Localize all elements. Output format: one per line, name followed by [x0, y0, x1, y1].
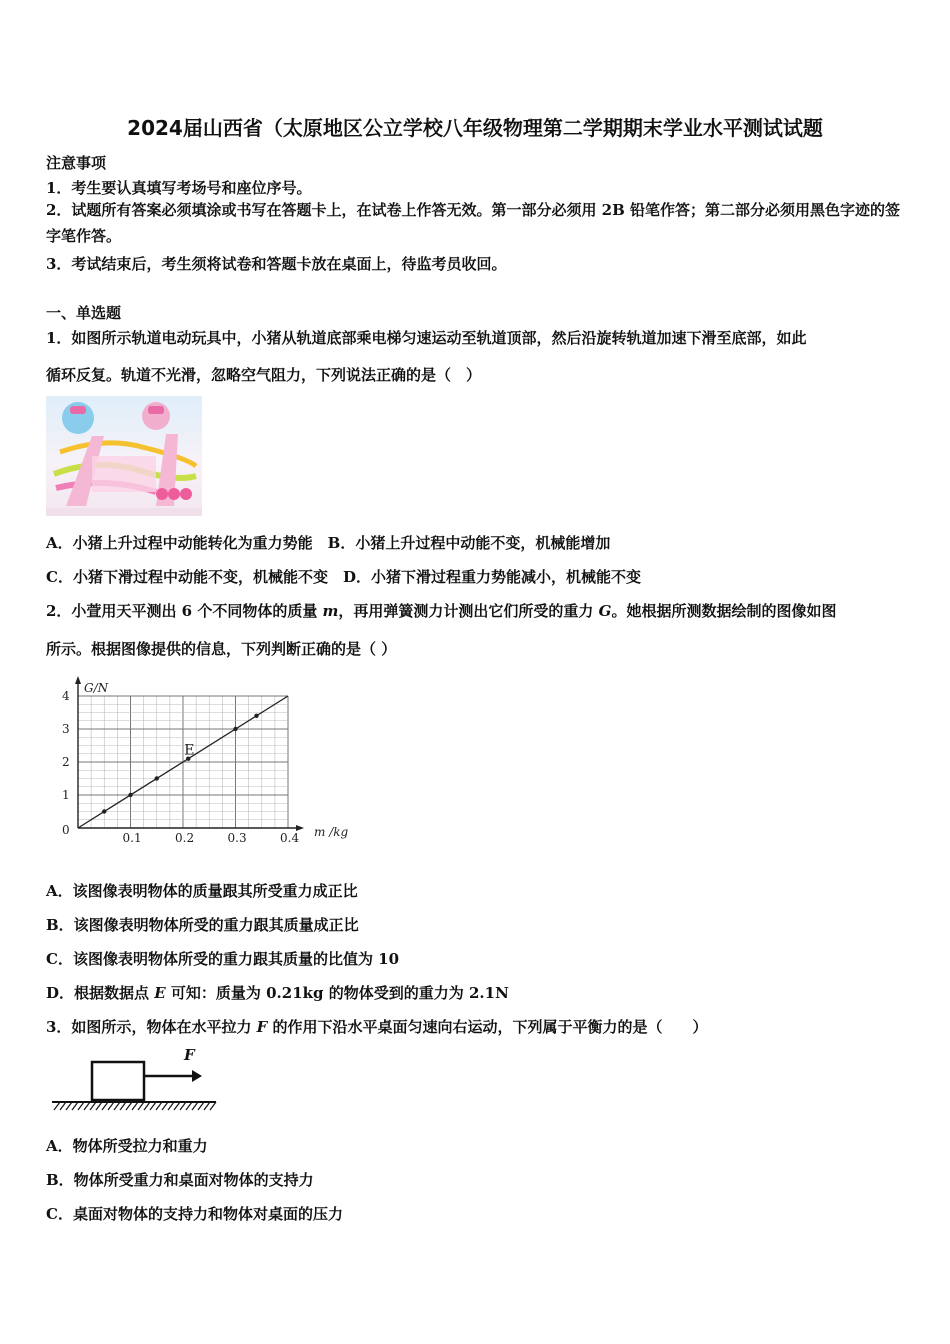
- force-arrow-head: [192, 1070, 202, 1082]
- hatch-mark: [138, 1102, 144, 1110]
- hatch-mark: [150, 1102, 156, 1110]
- hatch-mark: [162, 1102, 168, 1110]
- hatch-mark: [120, 1102, 126, 1110]
- q3-stem: [46, 1016, 708, 1037]
- y-tick-label: 1: [62, 788, 70, 802]
- hatch-mark: [126, 1102, 132, 1110]
- hatch-mark: [60, 1102, 66, 1110]
- q1-options-line1: A．小猪上升过程中动能转化为重力势能 B．小猪上升过程中动能不变，机械能增加: [46, 534, 611, 552]
- x-tick-label: 0.1: [122, 831, 142, 845]
- q1-options-line2: C．小猪下滑过程中动能不变，机械能不变 D．小猪下滑过程重力势能减小，机械能不变: [46, 568, 641, 586]
- block-force-figure: [46, 1046, 226, 1118]
- data-point: [128, 793, 132, 797]
- point-e-label: E: [184, 742, 195, 759]
- y-tick-label: 2: [62, 755, 70, 769]
- notice-item-1: 1．考生要认真填写考场号和座位序号。: [46, 179, 312, 197]
- notice-item-3: 3．考试结束后，考生须将试卷和答题卡放在桌面上，待监考员收回。: [46, 255, 507, 273]
- table-hatching: [54, 1102, 216, 1110]
- y-tick-label: 3: [62, 722, 70, 736]
- q2-option-b: B．该图像表明物体所受的重力跟其质量成正比: [46, 916, 359, 934]
- chart-svg: [46, 668, 366, 848]
- data-point: [155, 776, 159, 780]
- q2-var-m: m: [322, 602, 339, 620]
- section-heading: 一、单选题: [46, 304, 122, 322]
- q2-stem-line2: 所示。根据图像提供的信息，下列判断正确的是（ ）: [46, 640, 397, 658]
- hatch-mark: [210, 1102, 216, 1110]
- q3-stem-part-b: 的作用下沿水平桌面匀速向右运动，下列属于平衡力的是（ ）: [267, 1018, 708, 1036]
- q1-stem-line1: 1．如图所示轨道电动玩具中，小猪从轨道底部乘电梯匀速运动至轨道顶部，然后沿旋转轨道加速下滑至底部，如此: [46, 329, 807, 347]
- hatch-mark: [192, 1102, 198, 1110]
- y-axis-arrow: [75, 676, 81, 684]
- g-vs-m-chart: [46, 668, 366, 848]
- hatch-mark: [108, 1102, 114, 1110]
- q2-option-a: A．该图像表明物体的质量跟其所受重力成正比: [46, 882, 358, 900]
- hatch-mark: [66, 1102, 72, 1110]
- notice-heading: 注意事项: [46, 154, 107, 172]
- force-label: F: [184, 1046, 195, 1064]
- hatch-mark: [156, 1102, 162, 1110]
- toy-track-illustration: [46, 396, 202, 516]
- data-point: [233, 727, 237, 731]
- hatch-mark: [54, 1102, 60, 1110]
- x-axis-label: m /kg: [314, 825, 349, 839]
- page-title: 2024届山西省（太原地区公立学校八年级物理第二学期期末学业水平测试试题: [127, 116, 823, 140]
- hatch-mark: [90, 1102, 96, 1110]
- hatch-mark: [168, 1102, 174, 1110]
- hatch-mark: [96, 1102, 102, 1110]
- toy-track-photo: [46, 396, 202, 516]
- block-figure-svg: [46, 1046, 226, 1118]
- hatch-mark: [180, 1102, 186, 1110]
- q3-option-a: A．物体所受拉力和重力: [46, 1137, 208, 1155]
- q2-option-d-part-a: D．根据数据点: [46, 984, 155, 1002]
- q2-stem-part-a: 2．小萱用天平测出 6 个不同物体的质量: [46, 602, 323, 620]
- x-tick-label: 0.3: [227, 831, 247, 845]
- hatch-mark: [84, 1102, 90, 1110]
- data-point: [102, 809, 106, 813]
- q3-stem-part-a: 3．如图所示，物体在水平拉力: [46, 1018, 257, 1036]
- x-tick-label: 0.2: [175, 831, 195, 845]
- hatch-mark: [198, 1102, 204, 1110]
- notice-item-2: 2．试题所有答案必须填涂或书写在答题卡上，在试卷上作答无效。第一部分必须用 2B 铅笔作答；第二部分必须用黑色字迹的签字笔作答。: [46, 201, 901, 245]
- hatch-mark: [174, 1102, 180, 1110]
- q2-option-c: C．该图像表明物体所受的重力跟其质量的比值为 10: [46, 950, 400, 968]
- y-tick-label: 4: [62, 689, 70, 703]
- q2-option-d: [46, 982, 509, 1003]
- hatch-mark: [78, 1102, 84, 1110]
- hatch-mark: [132, 1102, 138, 1110]
- data-point: [254, 714, 258, 718]
- q2-var-G: G: [598, 602, 612, 620]
- hatch-mark: [72, 1102, 78, 1110]
- y-axis-label: G/N: [84, 681, 109, 695]
- hatch-mark: [102, 1102, 108, 1110]
- q1-stem-line2: 循环反复。轨道不光滑，忽略空气阻力，下列说法正确的是（ ）: [46, 366, 482, 384]
- block-shape: [92, 1062, 144, 1100]
- origin-label: 0: [62, 823, 70, 837]
- q2-stem-part-b: ，再用弹簧测力计测出它们所受的重力: [338, 602, 599, 620]
- x-tick-label: 0.4: [280, 831, 300, 845]
- q2-option-d-var-E: E: [154, 984, 166, 1002]
- hatch-mark: [204, 1102, 210, 1110]
- q3-var-F: F: [256, 1018, 268, 1036]
- q2-stem-part-c: 。她根据所测数据绘制的图像如图: [611, 602, 837, 620]
- hatch-mark: [186, 1102, 192, 1110]
- q2-stem-line1: [46, 600, 836, 621]
- hatch-mark: [144, 1102, 150, 1110]
- q3-option-b: B．物体所受重力和桌面对物体的支持力: [46, 1171, 314, 1189]
- hatch-mark: [114, 1102, 120, 1110]
- q2-option-d-part-b: 可知：质量为 0.21kg 的物体受到的重力为 2.1N: [165, 984, 509, 1002]
- q3-option-c: C．桌面对物体的支持力和物体对桌面的压力: [46, 1205, 343, 1223]
